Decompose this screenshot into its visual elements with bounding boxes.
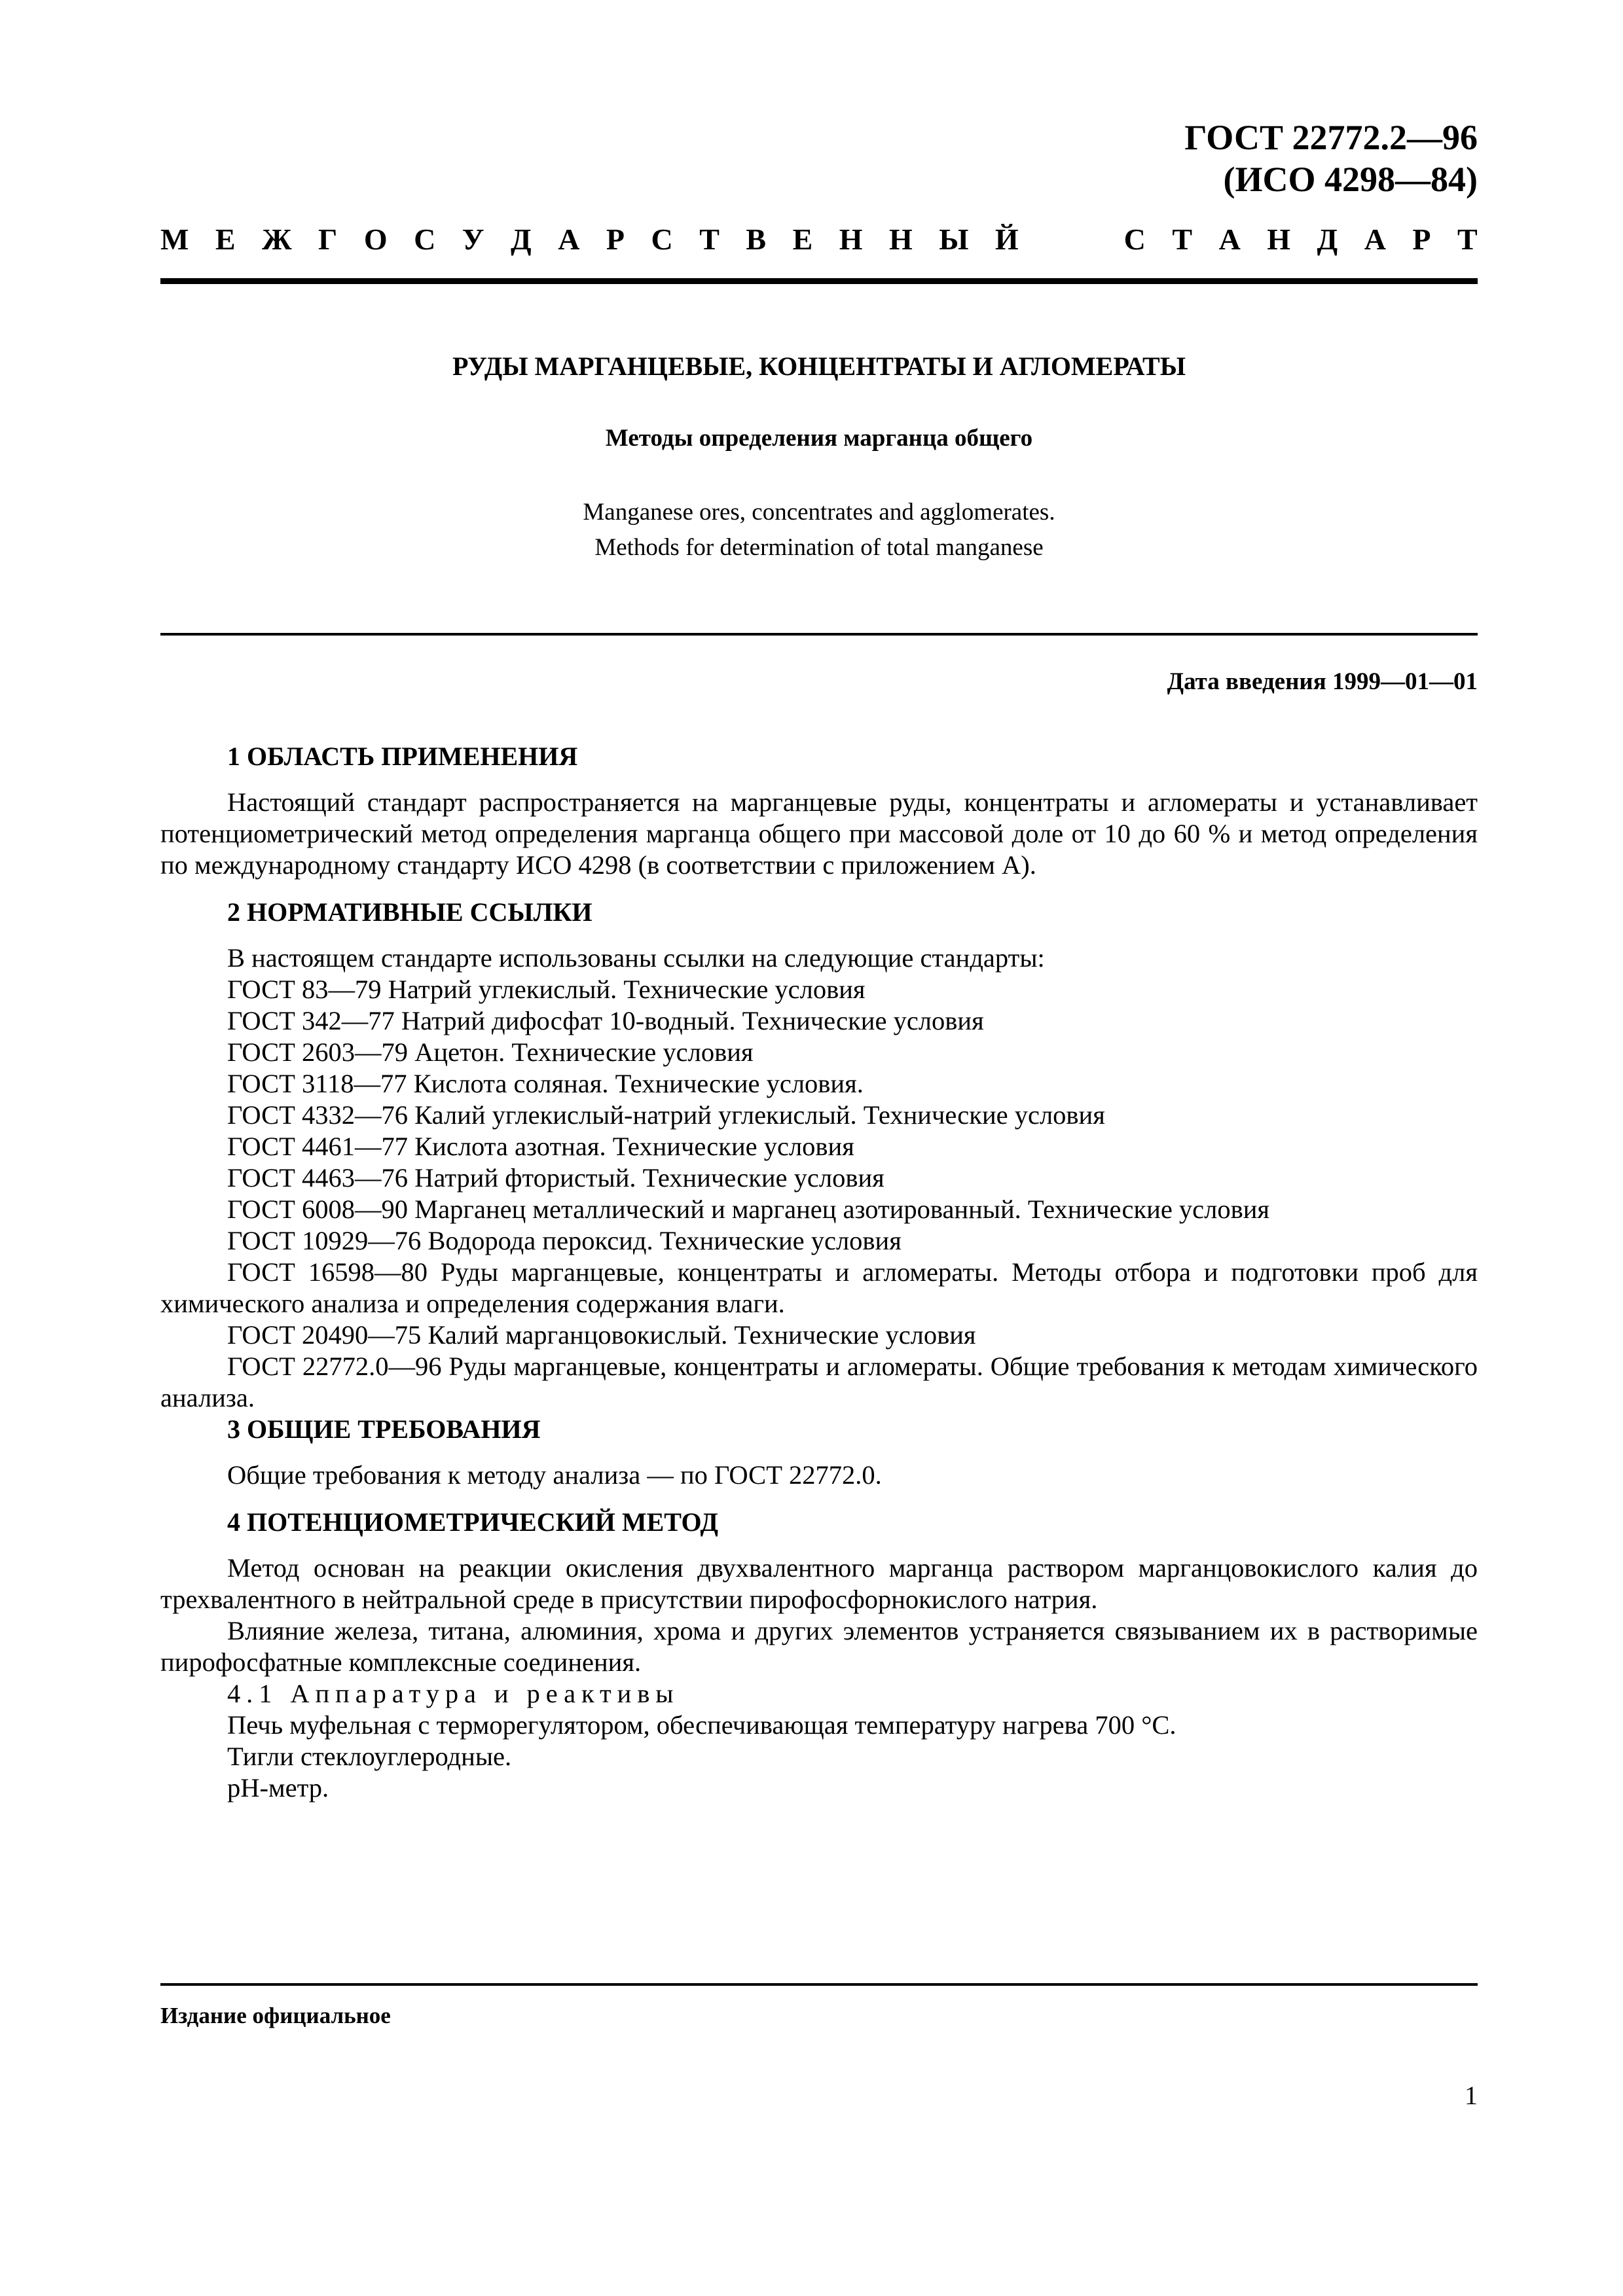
letter: Е	[215, 223, 236, 256]
document-number-block	[1184, 117, 1478, 200]
reference-item: ГОСТ 2603—79 Ацетон. Технические условия	[227, 1037, 754, 1067]
section-heading: 3 ОБЩИЕ ТРЕБОВАНИЯ	[227, 1414, 541, 1444]
letter: А	[558, 223, 580, 256]
letter: У	[462, 223, 484, 256]
page-number: 1	[1465, 2081, 1478, 2110]
letter: Д	[511, 223, 532, 256]
equipment-item: рН-метр.	[227, 1773, 329, 1803]
section-heading: 2 НОРМАТИВНЫЕ ССЫЛКИ	[227, 897, 593, 927]
footer-rule	[160, 1983, 1478, 1986]
reference-item: ГОСТ 83—79 Натрий углекислый. Технические условия	[227, 975, 866, 1004]
paragraph: Настоящий стандарт распространяется на марганцевые руды, концентраты и агломераты и устанавливает потенциометрический метод определения марганца общего при массовой доле от 10 до 60 % и метод определения по международному стандарту ИСО 4298 (в соответствии с приложением А).	[160, 787, 1478, 880]
introduction-date: Дата введения 1999—01—01	[1167, 668, 1478, 695]
equipment-item: Тигли стеклоуглеродные.	[227, 1742, 512, 1771]
reference-list	[160, 974, 1478, 1414]
letter: Т	[1172, 223, 1193, 256]
letter: Н	[839, 223, 863, 256]
paragraph: Метод основан на реакции окисления двухвалентного марганца раствором марганцовокислого калия до трехвалентного в нейтральной среде в присутствии пирофосфорнокислого натрия.	[160, 1553, 1478, 1614]
letter: С	[1123, 223, 1146, 256]
subsection-heading: 4.1 Аппаратура и реактивы	[227, 1679, 680, 1708]
reference-item: ГОСТ 4463—76 Натрий фтористый. Технические условия	[227, 1163, 884, 1193]
english-title-line: Methods for determination of total manganese	[594, 534, 1044, 561]
reference-item: ГОСТ 20490—75 Калий марганцовокислый. Технические условия	[227, 1320, 976, 1350]
equipment-item: Печь муфельная с терморегулятором, обеспечивающая температуру нагрева 700 °С.	[227, 1710, 1176, 1740]
paragraph: Общие требования к методу анализа — по ГОСТ 22772.0.	[227, 1460, 882, 1490]
letter: Е	[792, 223, 813, 256]
reference-item: ГОСТ 10929—76 Водорода пероксид. Технические условия	[227, 1226, 902, 1255]
letter: Г	[318, 223, 338, 256]
letter: Н	[1267, 223, 1291, 256]
letter: Т	[1457, 223, 1478, 256]
letter: Д	[1317, 223, 1338, 256]
document-subtitle: Методы определения марганца общего	[605, 425, 1033, 452]
title-rule	[160, 633, 1478, 636]
english-title-line: Manganese ores, concentrates and agglomerates.	[583, 499, 1055, 526]
section-heading: 1 ОБЛАСТЬ ПРИМЕНЕНИЯ	[227, 742, 578, 771]
gost-number: ГОСТ 22772.2—96	[1184, 118, 1478, 157]
reference-item: ГОСТ 16598—80 Руды марганцевые, концентраты и агломераты. Методы отбора и подготовки проб для химического анализа и определения содержания влаги.	[160, 1257, 1478, 1318]
edition-label: Издание официальное	[160, 2003, 391, 2028]
letter: Ы	[939, 223, 969, 256]
letter: А	[1218, 223, 1241, 256]
letter: С	[651, 223, 673, 256]
letter: О	[363, 223, 388, 256]
paragraph: Влияние железа, титана, алюминия, хрома и других элементов устраняется связыванием их в растворимые пирофосфатные комплексные соединения.	[160, 1616, 1478, 1677]
letter: В	[746, 223, 767, 256]
standard-type-heading	[160, 221, 1478, 258]
reference-item: ГОСТ 3118—77 Кислота соляная. Технические условия.	[227, 1069, 864, 1098]
document-title: РУДЫ МАРГАНЦЕВЫЕ, КОНЦЕНТРАТЫ И АГЛОМЕРАТЫ	[452, 351, 1186, 381]
reference-item: ГОСТ 4332—76 Калий углекислый-натрий углекислый. Технические условия	[227, 1100, 1105, 1130]
letter: Р	[606, 223, 625, 256]
letter: А	[1364, 223, 1386, 256]
section-heading: 4 ПОТЕНЦИОМЕТРИЧЕСКИЙ МЕТОД	[227, 1507, 719, 1537]
document-body	[160, 741, 1478, 1804]
paragraph: В настоящем стандарте использованы ссылки на следующие стандарты:	[227, 943, 1045, 973]
reference-item: ГОСТ 4461—77 Кислота азотная. Технические условия	[227, 1132, 854, 1161]
header-rule	[160, 278, 1478, 284]
reference-item: ГОСТ 342—77 Натрий дифосфат 10-водный. Технические условия	[227, 1006, 984, 1035]
reference-item: ГОСТ 6008—90 Марганец металлический и марганец азотированный. Технические условия	[227, 1194, 1270, 1224]
letter: Н	[889, 223, 913, 256]
reference-item: ГОСТ 22772.0—96 Руды марганцевые, концентраты и агломераты. Общие требования к методам химического анализа.	[160, 1352, 1478, 1412]
letter: Й	[994, 223, 1019, 256]
letter: С	[414, 223, 436, 256]
iso-number: (ИСО 4298—84)	[1223, 160, 1478, 199]
english-title	[160, 495, 1478, 565]
word-gap	[1045, 221, 1097, 258]
letter: Ж	[262, 223, 292, 256]
letter: Т	[699, 223, 720, 256]
letter: М	[160, 223, 189, 256]
letter: Р	[1412, 223, 1431, 256]
